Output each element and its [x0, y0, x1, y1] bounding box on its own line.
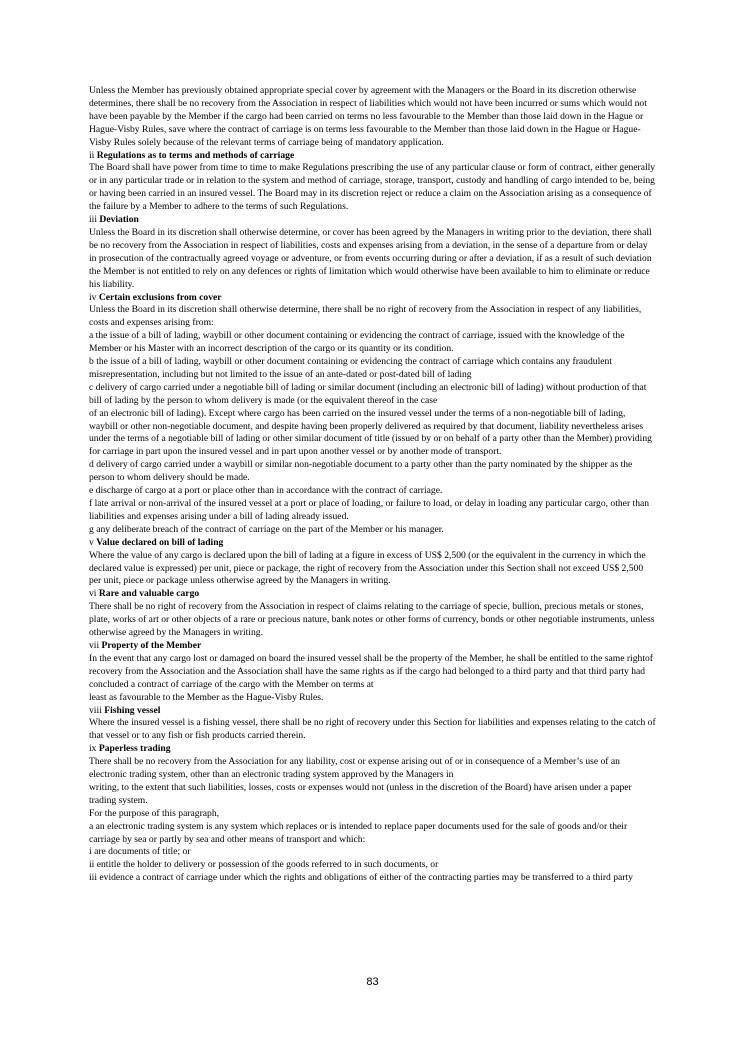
section-number: ii	[89, 149, 95, 161]
section-paragraph: There shall be no recovery from the Association for any liability, cost or expense arising out of or in consequence of a Member’s use of an electronic trading system, other than an electronic trading system approved by the Managers in	[89, 756, 620, 781]
section-heading	[89, 150, 656, 163]
section-number: iv	[89, 291, 97, 303]
section-vi	[89, 588, 656, 640]
section-heading	[89, 537, 656, 550]
section-number: vi	[89, 588, 97, 600]
section-title: Value declared on bill of lading	[96, 536, 224, 548]
section-title: Property of the Member	[101, 639, 202, 651]
section-title: Deviation	[99, 214, 139, 226]
sub-item-iii: iii evidence a contract of carriage under which the rights and obligations of either of the contracting parties may be transferred to a third party	[89, 872, 633, 884]
section-title: Paperless trading	[98, 743, 171, 755]
list-item-d: d delivery of cargo carried under a waybill or similar non-negotiable document to a party other than the party nominated by the shipper as the person to whom delivery should be made.	[89, 459, 633, 484]
section-iv	[89, 292, 656, 537]
section-paragraph-continued: writing, to the extent that such liabilities, losses, costs or expenses would not (unless in the discretion of the Board) have arisen under a paper trading system.	[89, 781, 632, 806]
section-paragraph: Unless the Board in its discretion shall otherwise determine, there shall be no right of recovery from the Association in respect of any liabilities, costs and expenses arising from:	[89, 304, 642, 329]
section-heading	[89, 705, 656, 718]
list-item-f: f late arrival or non-arrival of the insured vessel at a port or place of loading, or failure to load, or delay in loading any particular cargo, other than liabilities and expenses arising under a bill of lading already issued.	[89, 498, 650, 522]
section-title: Regulations as to terms and methods of carriage	[96, 149, 295, 161]
list-item-a: a an electronic trading system is any system which replaces or is intended to replace paper documents used for the sale of goods and/or their carriage by sea or partly by sea and other means of transport and which:	[89, 820, 628, 845]
section-number: iii	[89, 214, 97, 226]
section-ii	[89, 150, 656, 215]
section-number: ix	[89, 743, 97, 755]
section-vii	[89, 640, 656, 705]
section-paragraph: Where the value of any cargo is declared upon the bill of lading at a figure in excess of US$ 2,500 (or the equivalent in the currency in which the declared value is expressed) per unit, piece or package, the right of recovery from the Association under this Section shall not exceed US$ 2,500 per unit, piece or package unless otherwise agreed by the Managers in writing.	[89, 549, 646, 587]
section-title: Rare and valuable cargo	[98, 588, 200, 600]
page-number: 83	[366, 976, 379, 988]
section-title: Certain exclusions from cover	[98, 291, 222, 303]
intro-paragraph: Unless the Member has previously obtained appropriate special cover by agreement with the Managers or the Board in its discretion otherwise determines, there shall be no recovery from the Association in respect of liabilities which would not have been incurred or sums which would not have been payable by the Member if the cargo had been carried on terms no less favourable to the Member than those laid down in the Hague or Hague-Visby Rules, save where the contract of carriage is on terms less favourable to the Member than those laid down in the Hague or Hague-Visby Rules solely because of the relevant terms of carriage being of mandatory application.	[89, 85, 647, 148]
section-heading	[89, 214, 656, 227]
section-paragraph: There shall be no right of recovery from the Association in respect of claims relating to the carriage of specie, bullion, precious metals or stones, plate, works of art or other objects of a rare or precious nature, bank notes or other forms of currency, bonds or other negotiable instruments, unless otherwise agreed by the Managers in writing.	[89, 601, 655, 639]
list-item-c: c delivery of cargo carried under a negotiable bill of lading or similar document (including an electronic bill of lading) without production of that bill of lading by the person to whom delivery is made (or the equivalent thereof in the case	[89, 381, 647, 406]
section-paragraph: The Board shall have power from time to time to make Regulations prescribing the use of any particular clause or form of contract, either generally or in any particular trade or in relation to the system and method of carriage, storage, transport, custody and handling of cargo intended to be, being or having been carried in an insured vessel. The Board may in its discretion reject or reduce a claim on the Association arising as a consequence of the failure by a Member to adhere to the terms of such Regulations.	[89, 162, 656, 213]
section-heading	[89, 292, 656, 305]
section-viii	[89, 705, 656, 744]
section-title: Fishing vessel	[104, 704, 161, 716]
section-number: vii	[89, 639, 100, 651]
list-item-b: b the issue of a bill of lading, waybill or other document containing or evidencing the contract of carriage which contains any fraudulent misrepresentation, including but not limited to the issue of an ante-dated or post-dated bill of lading	[89, 356, 612, 380]
definition-intro: For the purpose of this paragraph,	[89, 807, 220, 819]
list-item-g: g any deliberate breach of the contract of carriage on the part of the Member or his manager.	[89, 523, 444, 535]
section-iii	[89, 214, 656, 291]
section-heading	[89, 588, 656, 601]
section-paragraph-continued: least as favourable to the Member as the Hague-Visby Rules.	[89, 691, 324, 703]
section-v	[89, 537, 656, 589]
section-number: viii	[89, 704, 102, 716]
section-paragraph: Where the insured vessel is a fishing vessel, there shall be no right of recovery under this Section for liabilities and expenses relating to the catch of that vessel or to any fish or fish products carried therein.	[89, 717, 656, 742]
sub-item-i: i are documents of title; or	[89, 846, 191, 858]
sub-item-ii: ii entitle the holder to delivery or possession of the goods referred to in such documents, or	[89, 859, 439, 871]
section-heading	[89, 640, 656, 653]
section-heading	[89, 743, 656, 756]
list-item-a: a the issue of a bill of lading, waybill or other document containing or evidencing the contract of carriage, issued with the knowledge of the Member or his Master with an incorrect description of the cargo or its quantity or its condition.	[89, 330, 625, 355]
document-body	[89, 85, 656, 885]
section-paragraph: In the event that any cargo lost or damaged on board the insured vessel shall be the property of the Member, he shall be entitled to the same rightof recovery from the Association and the Association shall have the same rights as if the cargo had belonged to a third party and that third party had concluded a contract of carriage of the cargo with the Member on terms at	[89, 652, 653, 690]
list-item-c-continued: of an electronic bill of lading). Except where cargo has been carried on the insured vessel under the terms of a non-negotiable bill of lading, waybill or other non-negotiable document, and despite having been properly delivered as required by that document, liability nevertheless arises under the terms of a negotiable bill of lading or other similar document of title (issued by or on behalf of a party other than the Member) providing for carriage in part upon the insured vessel and in part upon another vessel or by another mode of transport.	[89, 407, 652, 458]
list-item-e: e discharge of cargo at a port or place other than in accordance with the contract of carriage.	[89, 485, 443, 497]
section-ix	[89, 743, 656, 885]
section-number: v	[89, 536, 94, 548]
section-paragraph: Unless the Board in its discretion shall otherwise determine, or cover has been agreed by the Managers in writing prior to the deviation, there shall be no recovery from the Association in respect of liabilities, costs and expenses arising from a deviation, in the sense of a departure from or delay in prosecution of the contractually agreed voyage or adventure, or from events occurring during or after a deviation, if as a result of such deviation the Member is not entitled to rely on any defences or rights of limitation which would otherwise have been available to him to eliminate or reduce his liability.	[89, 226, 652, 290]
